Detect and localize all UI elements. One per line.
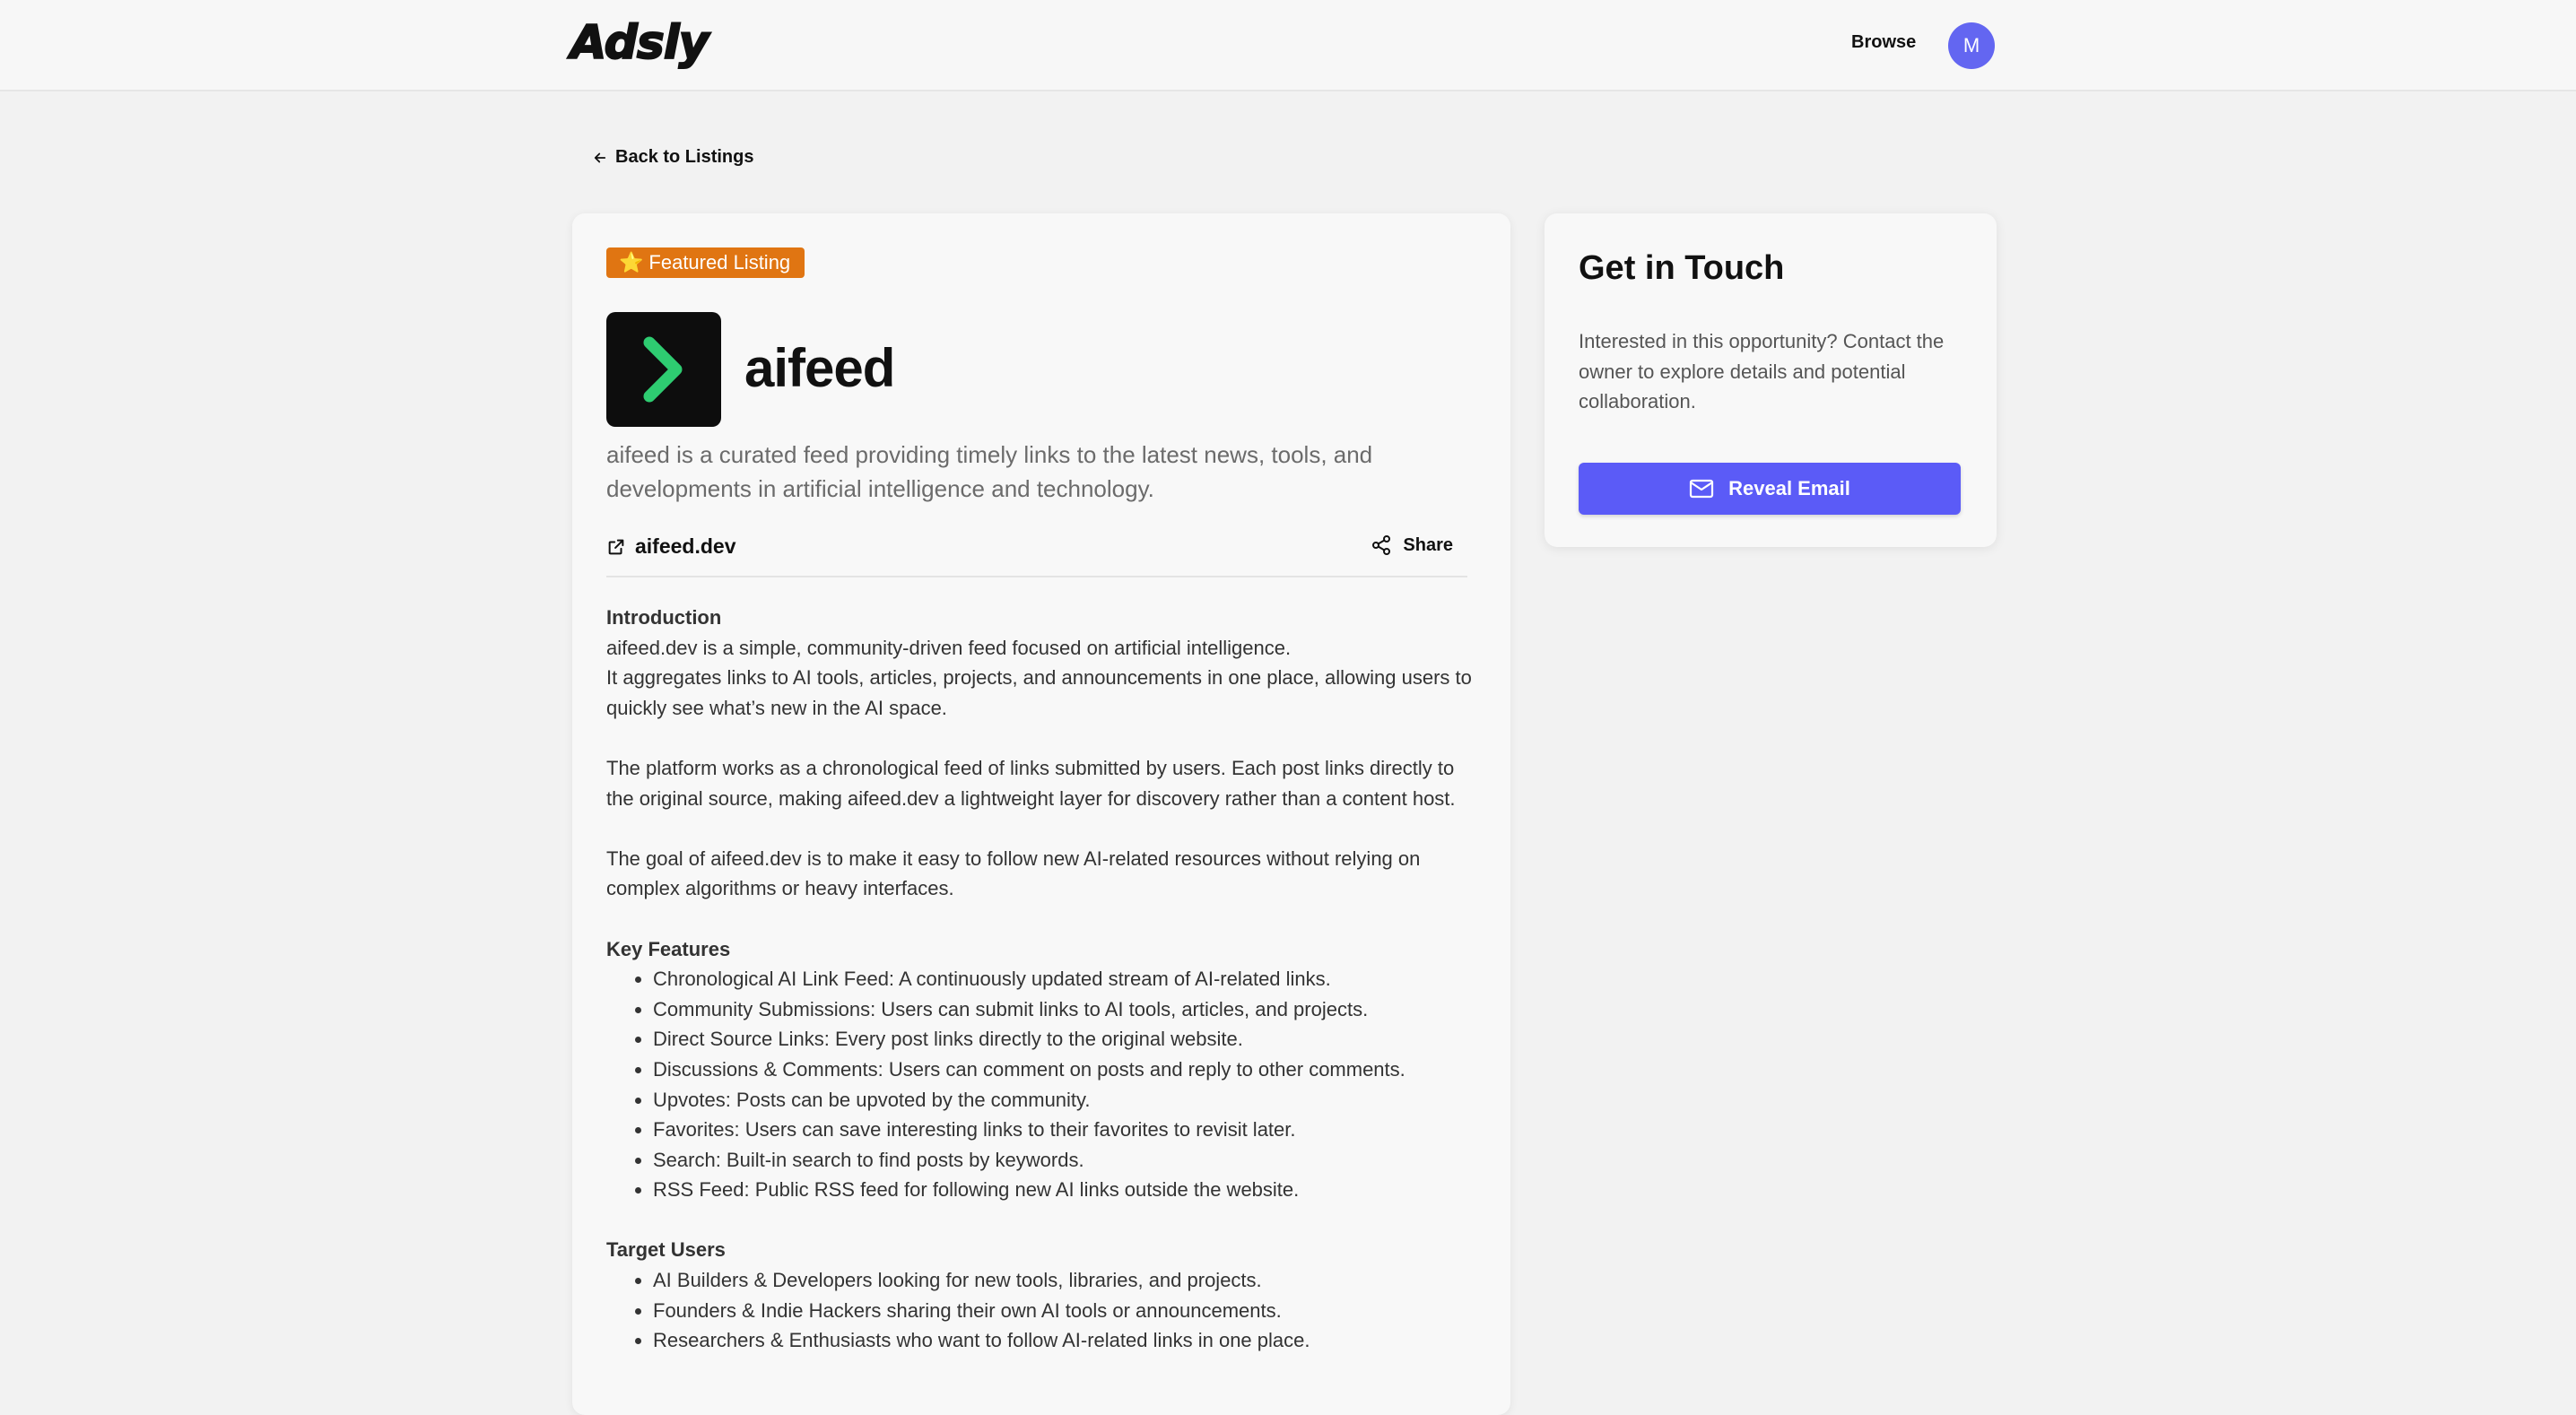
top-navbar [0,0,2576,91]
intro-paragraph: It aggregates links to AI tools, articles, projects, and announcements in one place, allowing users to quickly see what’s new in the AI space. [606,666,1472,719]
back-to-listings-link[interactable] [592,147,753,168]
list-item: • Upvotes: Posts can be upvoted by the community. [653,1085,1478,1116]
list-item: • Favorites: Users can save interesting links to their favorites to revisit later. [653,1115,1478,1145]
intro-paragraph: The goal of aifeed.dev is to make it easy to follow new AI-related resources without relying on complex algorithms or heavy interfaces. [606,846,1421,900]
list-item: • Community Submissions: Users can submit links to AI tools, articles, and projects. [653,994,1478,1025]
contact-text: Interested in this opportunity? Contact the owner to explore details and potential collaboration. [1579,330,1945,413]
listing-card [572,213,1510,1415]
list-item: • AI Builders & Developers looking for new tools, libraries, and projects. [653,1265,1478,1296]
list-item: • Search: Built-in search to find posts by keywords. [653,1145,1478,1176]
list-item: • RSS Feed: Public RSS feed for following new AI links outside the website. [653,1175,1478,1205]
back-link-label: Back to Listings [615,147,754,167]
nav-browse-link[interactable]: Browse [1851,32,1917,52]
key-features-heading: Key Features [606,937,731,960]
target-users-list [606,1265,1478,1356]
key-features-list [606,964,1478,1205]
list-item: • Direct Source Links: Every post links directly to the original website. [653,1024,1478,1055]
share-icon [1371,534,1392,556]
website-link-label: aifeed.dev [635,534,736,558]
app-logo-icon [606,312,721,427]
listing-description: aifeed is a curated feed providing timely links to the latest news, tools, and developments in artificial intelligence and technology. [606,441,1373,502]
contact-title: Get in Touch [1579,249,1785,287]
list-item: • Chronological AI Link Feed: A continuously updated stream of AI-related links. [653,964,1478,994]
target-users-heading: Target Users [606,1238,726,1262]
list-item: • Founders & Indie Hackers sharing their own AI tools or announcements. [653,1296,1478,1326]
intro-paragraph: The platform works as a chronological feed of links submitted by users. Each post links directly to the original source, making aifeed.dev a lightweight layer for discovery rather than a content host. [606,756,1456,810]
reveal-email-label: Reveal Email [1728,477,1850,499]
user-avatar[interactable]: M [1948,22,1995,69]
star-icon: ⭐ [619,251,644,273]
listing-title: aifeed [744,338,895,398]
listing-body [606,603,1478,1356]
reveal-email-button[interactable] [1579,463,1961,515]
website-link[interactable] [606,534,736,559]
contact-card [1545,213,1997,547]
arrow-left-icon [592,150,608,166]
listing-links-row [606,534,1467,577]
site-logo[interactable]: Adsly [570,16,709,70]
featured-badge-label: Featured Listing [648,251,791,273]
chevron-right-icon [637,334,691,405]
share-button[interactable] [1371,534,1453,556]
share-label: Share [1403,534,1453,555]
introduction-heading: Introduction [606,606,722,629]
mail-icon [1689,479,1714,499]
external-link-icon [606,537,626,557]
list-item: • Discussions & Comments: Users can comment on posts and reply to other comments. [653,1055,1478,1085]
intro-paragraph: aifeed.dev is a simple, community-driven feed focused on artificial intelligence. [606,636,1292,659]
list-item: • Researchers & Enthusiasts who want to follow AI-related links in one place. [653,1325,1478,1356]
featured-badge [606,247,805,278]
